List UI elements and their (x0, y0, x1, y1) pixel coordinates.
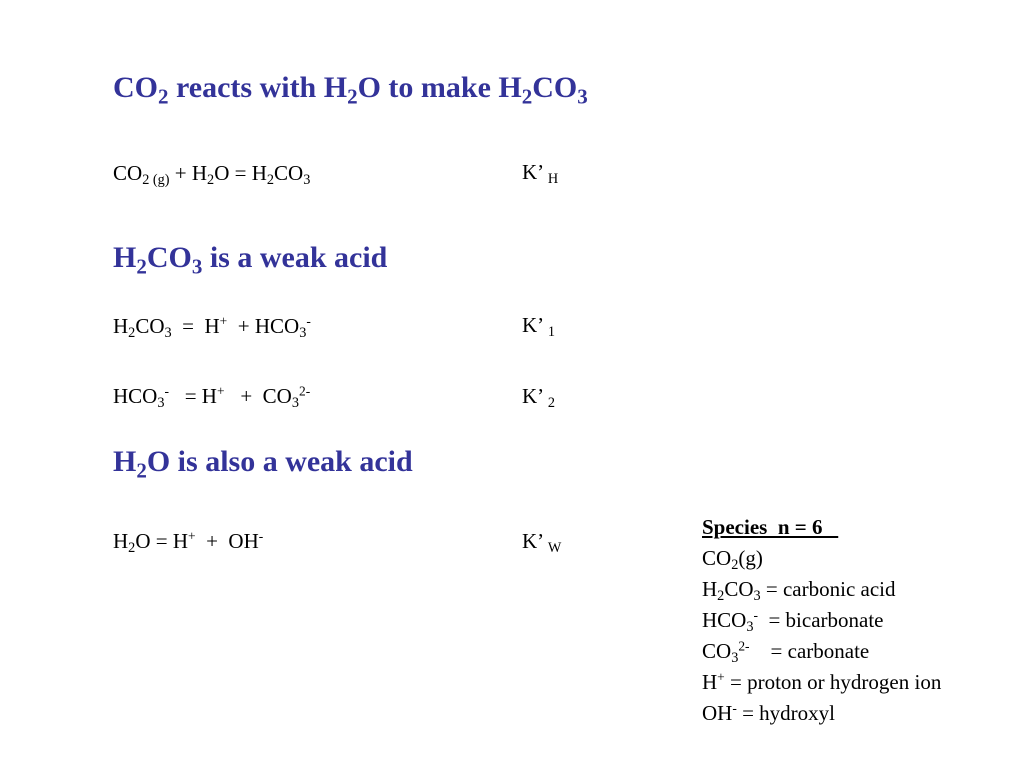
species-text: = carbonic acid (760, 577, 896, 601)
species-text: OH (702, 701, 733, 725)
species-text: (g) (738, 546, 763, 570)
species-text: HCO (702, 608, 747, 632)
species-text: = carbonate (749, 639, 870, 663)
species-superscript: + (717, 669, 725, 685)
eq-superscript: - (164, 383, 169, 399)
k-label: K’ (522, 529, 543, 553)
constant-k2 (522, 383, 555, 409)
equation-hco3-dissociation (113, 383, 310, 409)
equation-h2co3-dissociation (113, 313, 311, 339)
species-subscript: 2 (717, 587, 725, 604)
constant-k1 (522, 312, 555, 338)
species-subscript: 3 (746, 618, 754, 635)
eq-text: + OH (195, 529, 259, 553)
species-title: Species n = 6 (702, 515, 839, 539)
species-text: CO (702, 546, 732, 570)
heading-text: O to make H (357, 71, 522, 104)
species-superscript: 2- (738, 638, 750, 654)
eq-text: H (113, 529, 129, 553)
heading-text: CO (532, 71, 578, 104)
species-text: = hydroxyl (736, 701, 835, 725)
eq-text: CO (274, 161, 304, 185)
k-label: K’ (522, 313, 543, 337)
k-label: K’ (522, 384, 543, 408)
eq-superscript: + (219, 313, 228, 329)
eq-subscript: 2 (207, 171, 215, 188)
heading-text: H (113, 445, 137, 478)
eq-text: = H (168, 384, 217, 408)
k-subscript: H (547, 170, 559, 187)
eq-text: O = H (135, 529, 188, 553)
eq-superscript: - (306, 313, 311, 329)
species-text: = bicarbonate (757, 608, 884, 632)
eq-text: + H (169, 161, 208, 185)
heading-subscript: 2 (136, 458, 147, 483)
eq-text: CO (135, 314, 165, 338)
species-subscript: 3 (731, 649, 739, 666)
eq-subscript: 3 (303, 171, 311, 188)
heading-subscript: 2 (158, 84, 169, 109)
eq-text: + HCO (227, 314, 300, 338)
species-text: CO (724, 577, 754, 601)
species-superscript: - (732, 700, 737, 716)
species-text: CO (702, 639, 732, 663)
eq-superscript: + (216, 383, 225, 399)
eq-superscript: + (188, 528, 196, 544)
species-oh (702, 698, 941, 729)
equation-co2-dissolution (113, 160, 310, 186)
k-subscript: 2 (547, 394, 555, 411)
species-text: H (702, 670, 718, 694)
species-co2 (702, 543, 941, 574)
heading-subscript: 3 (191, 254, 203, 279)
species-subscript: 2 (731, 556, 739, 573)
k-subscript: 1 (547, 323, 555, 340)
heading-h2co3-weak-acid (113, 240, 388, 279)
heading-text: CO (113, 71, 158, 104)
species-list (702, 512, 941, 729)
eq-subscript: 2 (128, 324, 136, 341)
eq-text: HCO (113, 384, 158, 408)
eq-text: H (113, 314, 129, 338)
species-text: H (702, 577, 718, 601)
heading-subscript: 2 (521, 84, 533, 109)
eq-text: + CO (224, 384, 292, 408)
eq-subscript: 3 (291, 394, 299, 411)
equation-water-dissociation (113, 528, 263, 554)
species-superscript: - (753, 607, 758, 623)
eq-subscript: 3 (299, 324, 307, 341)
heading-text: CO (146, 241, 192, 274)
heading-subscript: 2 (347, 84, 358, 109)
eq-superscript: - (258, 528, 264, 544)
species-hco3 (702, 605, 941, 636)
heading-subscript: 3 (577, 84, 588, 109)
eq-text: CO (113, 161, 143, 185)
eq-superscript: 2- (298, 383, 311, 399)
eq-subscript: 2 (266, 171, 275, 188)
heading-h2o-weak-acid (113, 444, 413, 483)
eq-subscript: 2 (g) (142, 171, 170, 188)
species-subscript: 3 (753, 587, 761, 604)
constant-kh (522, 159, 558, 185)
constant-kw (522, 528, 561, 554)
k-subscript: W (547, 539, 562, 556)
species-text: = proton or hydrogen ion (724, 670, 942, 694)
eq-text: O = H (214, 161, 267, 185)
eq-subscript: 3 (164, 324, 172, 341)
species-h (702, 667, 941, 698)
k-label: K’ (522, 160, 543, 184)
species-h2co3 (702, 574, 941, 605)
heading-text: H (113, 241, 137, 274)
heading-subscript: 2 (136, 254, 147, 279)
species-co3 (702, 636, 941, 667)
heading-text: is a weak acid (202, 241, 388, 274)
heading-co2-reacts (113, 70, 588, 109)
heading-text: O is also a weak acid (146, 445, 413, 478)
eq-subscript: 3 (157, 394, 165, 411)
eq-subscript: 2 (128, 539, 136, 556)
heading-text: reacts with H (168, 71, 348, 104)
eq-text: = H (171, 314, 220, 338)
